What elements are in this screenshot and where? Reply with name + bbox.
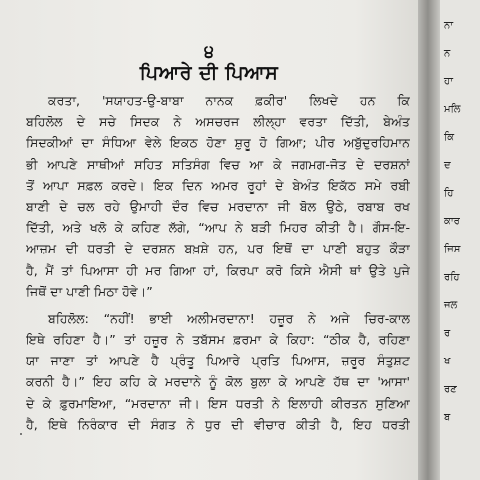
text-line: ਜਿਥੋਂ ਦਾ ਪਾਣੀ ਮਿਠਾ ਹੋਵੇ।”: [26, 283, 153, 299]
text-line: ਬਾਣੀ ਦੇ ਚਲ ਰਹੇ ਉਮਾਹੀ ਦੌਰ ਵਿਚ ਮਰਦਾਨਾ ਜੀ ਬੋਲ ਉਠੇ, ਰਬਾਬ ਰਖ: [26, 198, 410, 214]
text-line: ਕਰਨੀ ਹੈ।” ਇਹ ਕਹਿ ਕੇ ਮਰਦਾਨੇ ਨੂੰ ਕੋਲ ਬੁਲਾ ਕੇ ਆਪਣੇ ਹੱਥ ਦਾ 'ਆਸਾ': [26, 374, 410, 390]
facing-text-fragment: ਰਣ: [444, 384, 457, 395]
facing-text-fragment: ਹਿ: [444, 188, 454, 199]
text-line: ਭੀ ਆਪਣੇ ਸਾਥੀਆਂ ਸਹਿਤ ਸਤਿਸੰਗ ਵਿਚ ਆ ਕੇ ਜਗਮਗ-ਜੋਤ ਦੇ ਦਰਸ਼ਨਾਂ: [26, 156, 410, 172]
book-gutter: [418, 0, 440, 480]
body-text: [26, 90, 410, 435]
facing-text-fragment: ਖ: [444, 356, 451, 367]
text-line: ਬਹਿਲੋਲ: “ਨਹੀਂ! ਭਾਈ ਅਲੀਮਰਦਾਨਾ! ਹਜ਼ੂਰ ਨੇ ਅਜੇ ਚਿਰ-ਕਾਲ: [48, 310, 410, 326]
facing-text-fragment: ਕਿ: [444, 132, 455, 143]
facing-text-fragment: ਹਾ: [444, 76, 453, 87]
chapter-title: ਪਿਆਰੇ ਦੀ ਪਿਆਸ: [139, 62, 279, 84]
text-line: ਤੋਂ ਆਪਾ ਸਫ਼ਲ ਕਰਦੇ। ਇਕ ਦਿਨ ਅਮਰ ਰੂਹਾਂ ਦੇ ਬੇਅੰਤ ਇਕੱਠ ਸਮੇ ਰਬੀ: [26, 177, 410, 193]
book-page-right: [440, 0, 480, 480]
facing-text-fragment: ਬ: [444, 412, 451, 423]
facing-text-fragment: ਰਹਿ: [444, 272, 460, 283]
text-line: ਆਜ਼ਮ ਦੀ ਧਰਤੀ ਦੇ ਦਰਸ਼ਨ ਬਖ਼ਸ਼ੇ ਹਨ, ਪਰ ਇਥੋਂ ਦਾ ਪਾਣੀ ਬਹੁਤ ਕੌੜਾ: [26, 241, 410, 257]
chapter-number: ੪: [204, 42, 214, 62]
facing-text-fragment: ਜਲ: [444, 300, 458, 311]
text-line: ਸਿਦਕੀਆਂ ਦਾ ਸੰਧਿਆ ਵੇਲੇ ਇਕਠ ਹੋਣਾ ਸ਼ੁਰੂ ਹੋ ਗਿਆ; ਪੀਰ ਅਬੁੱਦੁਰਹਿਮਾਨ: [26, 135, 410, 151]
text-line: ਯਾ ਜਾਣਾ ਤਾਂ ਆਪਣੇ ਹੈ ਪ੍ਰੰਤੂ ਪਿਆਰੇ ਪ੍ਰਤਿ ਪਿਆਸ, ਜ਼ਰੂਰ ਸੰਤੁਸ਼ਟ: [26, 353, 410, 369]
facing-text-fragment: ਕਾਰ: [444, 216, 460, 227]
text-line: ਬਹਿਲੋਲ ਦੇ ਸਚੇ ਸਿਦਕ ਨੇ ਅਸਚਰਜ ਲੀਲ੍ਹਾ ਵਰਤਾ ਦਿੱਤੀ, ਬੇਅੰਤ: [26, 114, 410, 130]
facing-text-fragment: ਮਲਿ: [444, 104, 461, 115]
text-line: ਇਥੇ ਰਹਿਣਾ ਹੈ।” ਤਾਂ ਹਜ਼ੂਰ ਨੇ ਤਬੱਸਮ ਫ਼ਰਮਾ ਕੇ ਕਿਹਾ: “ਠੀਕ ਹੈ, ਰਹਿਣਾ: [26, 332, 410, 348]
text-line: ਦਿੱਤੀ, ਅਤੇ ਖਲੋ ਕੇ ਕਹਿਣ ਲੱਗੇ, “ਆਪ ਨੇ ਬੜੀ ਮਿਹਰ ਕੀਤੀ ਹੈ। ਗੌਸ-ਇ-: [26, 220, 410, 236]
facing-text-fragment: ਨਾ: [444, 20, 454, 31]
facing-text-fragment: ਨ: [444, 48, 451, 59]
text-line: ਕਰਤਾ, 'ਸਯਾਹਤ-ਉ-ਬਾਬਾ ਨਾਨਕ ਫ਼ਕੀਰ' ਲਿਖਦੇ ਹਨ ਕਿ: [48, 93, 410, 108]
facing-text-fragment: ਜਿਸ: [444, 244, 461, 255]
facing-text-fragment: ਦ: [444, 160, 451, 171]
margin-dot: [20, 433, 22, 435]
text-line: ਹੈ, ਇਥੇ ਨਿਰੰਕਾਰ ਦੀ ਸੰਗਤ ਨੇ ਧੁਰ ਦੀ ਵੀਚਾਰ ਕੀਤੀ ਹੈ, ਇਹ ਧਰਤੀ: [26, 416, 410, 432]
facing-text-fragment: ਰ: [444, 328, 451, 339]
text-line: ਦੇ ਕੇ ਫ਼ੁਰਮਾਇਆ, “ਮਰਦਾਨਾ ਜੀ। ਇਸ ਧਰਤੀ ਨੇ ਇਲਾਹੀ ਕੀਰਤਨ ਸੁਣਿਆ: [26, 395, 410, 411]
text-line: ਹੈ, ਮੈਂ ਤਾਂ ਪਿਆਸਾ ਹੀ ਮਰ ਗਿਆ ਹਾਂ, ਕਿਰਪਾ ਕਰੋ ਕਿਸੇ ਐਸੀ ਥਾਂ ਉਤੇ ਪੁਜੇ: [26, 262, 410, 278]
